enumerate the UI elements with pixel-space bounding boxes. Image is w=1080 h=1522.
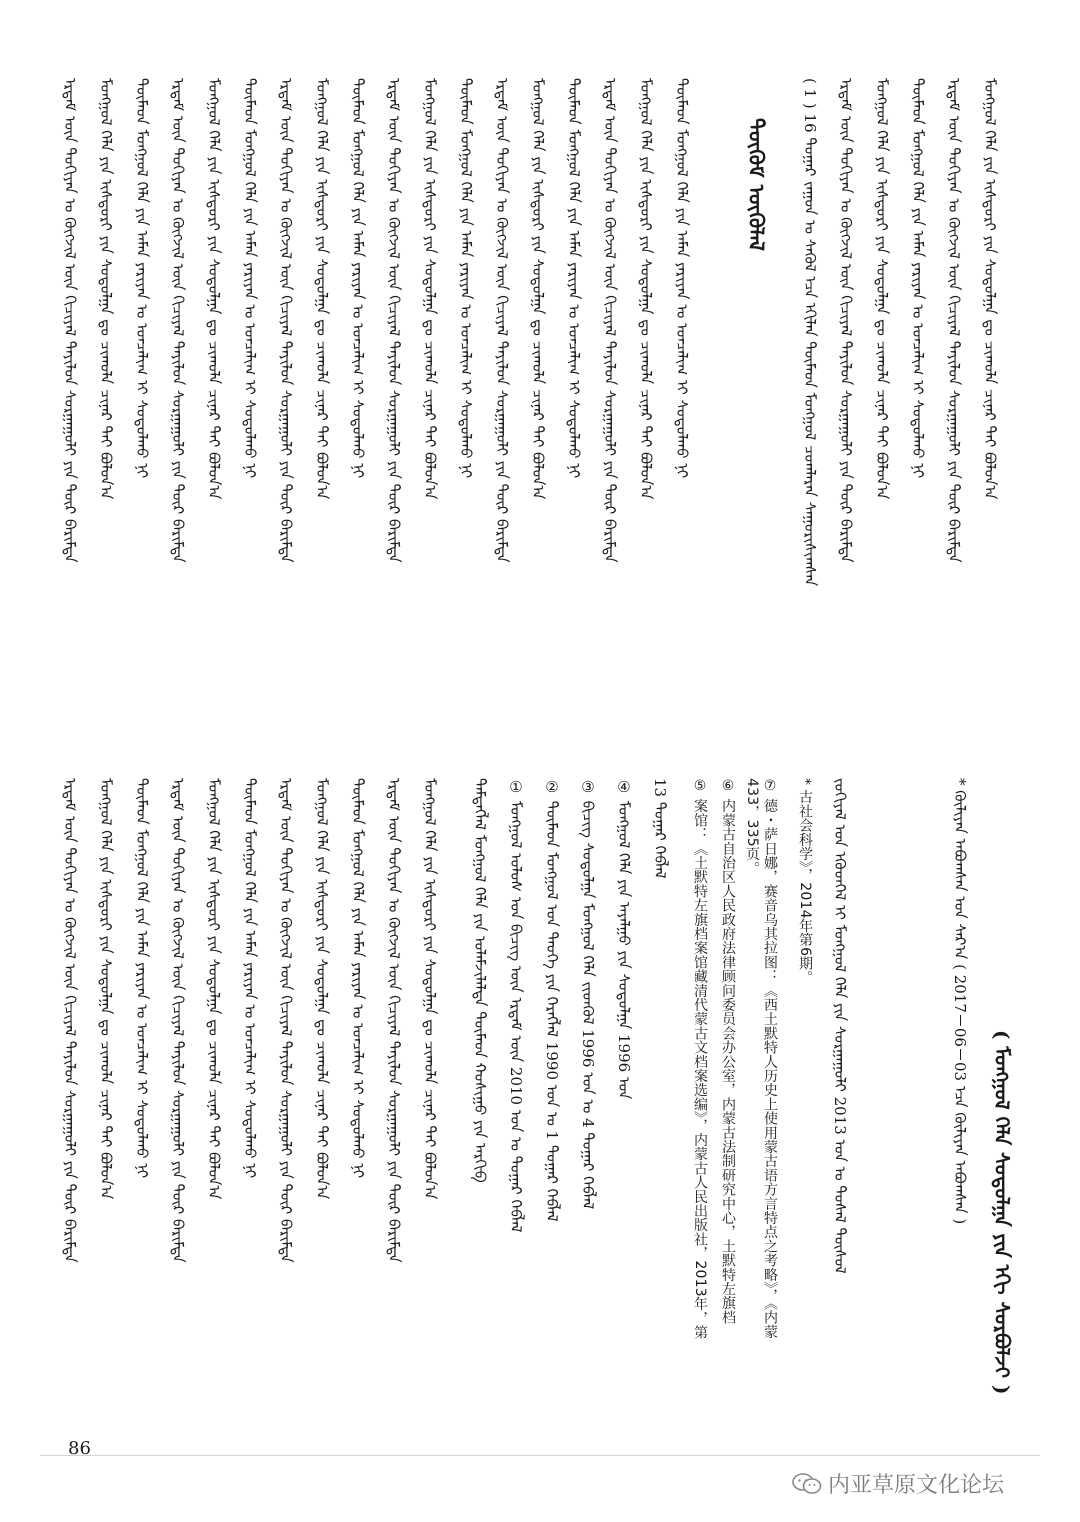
body-column: ᠡᠷᠳᠡᠮ ᠦᠨ ᠲᠣᠭᠢᠶᠠᠨ ᠤ ᠬᠥᠭᠵᠢᠯ ᠦᠨ ᠬᠢᠴᠢᠶᠡᠯ ᠲᠡᠶᠢᠯᠦᠨ ᠰᠤᠷᠭᠠᠭᠤᠯᠢ ᠶᠢᠨ ᠲᠦᠷ ᠪᠠᠷᠢᠮᠲᠠ [493,78,511,563]
body-column: ᠮᠣᠩᠭᠣᠯ ᠬᠡᠯᠡ ᠶᠢᠨ ᠢᠰᠲᠣᠷᠢ ᠶᠢᠨ ᠰᠤᠳᠤᠯᠭᠠ ᠳᠤ ᠴᠢᠬᠤᠯᠠ ᠴᠢᠨᠠᠷ ᠲᠠᠶ ᠪᠣᠯᠤᠨ᠎ᠠ [421,778,439,1200]
note-line: ᠲᠡᠮᠳᠡᠭᠯᠡᠯ ᠮᠣᠩᠭᠣᠯ ᠬᠡᠯᠡ ᠶᠢᠨ ᠤᠯᠠᠮᠵᠢᠯᠠᠯᠲᠠ ᠲᠦᠮᠡᠳ ᠬᠣᠰᠢᠭᠤ ᠶᠢᠨ ᠠᠷᠬᠢᠪ [471,778,489,1183]
body-column: ᠲᠦᠮᠡᠳ ᠮᠣᠩᠭᠣᠯ ᠬᠡᠯᠡ ᠶᠢᠨ ᠠᠮᠠᠨ ᠶᠠᠷᠢᠶᠠᠨ ᠤ ᠣᠨᠴᠠᠯᠢᠭ ᠢ ᠰᠤᠳᠤᠯᠬᠤ ᠨᠢ [133,778,151,1179]
note-line: 13 ᠳᠤᠭᠠᠷ ᠬᠡᠪᠯᠡᠯ [651,778,669,879]
top-note: ᠵᠣᠬᠢᠶᠠᠯ ᠤᠨ ᠡᠭᠦᠳᠬᠡᠯ ᠢ ᠮᠣᠩᠭᠣᠯ ᠬᠡᠯᠡ ᠶᠢᠨ ᠰᠤᠷᠭᠠᠭᠤᠯᠢ 2013 ᠣᠨ ᠤ ᠲᠤᠰᠠᠯ ᠲᠥᠰᠥᠯ [831,778,849,1274]
wechat-icon [792,1473,822,1495]
body-column: ᠡᠷᠳᠡᠮ ᠦᠨ ᠲᠣᠭᠢᠶᠠᠨ ᠤ ᠬᠥᠭᠵᠢᠯ ᠦᠨ ᠬᠢᠴᠢᠶᠡᠯ ᠲᠡᠶᠢᠯᠦᠨ ᠰᠤᠷᠭᠠᠭᠤᠯᠢ ᠶᠢᠨ ᠲᠦᠷ ᠪᠠᠷᠢᠮᠲᠠ [61,78,79,563]
body-column: ᠮᠣᠩᠭᠣᠯ ᠬᠡᠯᠡ ᠶᠢᠨ ᠢᠰᠲᠣᠷᠢ ᠶᠢᠨ ᠰᠤᠳᠤᠯᠭᠠ ᠳᠤ ᠴᠢᠬᠤᠯᠠ ᠴᠢᠨᠠᠷ ᠲᠠᠶ ᠪᠣᠯᠤᠨ᠎ᠠ [97,778,115,1200]
body-column: ( 1 ) 16 ᠳᠤᠭᠠᠷ ᠵᠠᠭᠤᠨ ᠤ ᠰᠡᠭᠦᠯ ᠡᠴᠡ ᠡᠬᠢᠯᠡᠨ ᠲᠦᠮᠡᠳ ᠮᠣᠩᠭᠣᠯ ᠴᠤᠭᠯᠠᠷᠠᠨ ᠰᠠᠭᠤᠷᠢᠰᠢᠭᠰᠠᠨ [801,78,819,587]
body-column: ᠡᠷᠳᠡᠮ ᠦᠨ ᠲᠣᠭᠢᠶᠠᠨ ᠤ ᠬᠥᠭᠵᠢᠯ ᠦᠨ ᠬᠢᠴᠢᠶᠡᠯ ᠲᠡᠶᠢᠯᠦᠨ ᠰᠤᠷᠭᠠᠭᠤᠯᠢ ᠶᠢᠨ ᠲᠦᠷ ᠪᠠᠷᠢᠮᠲᠠ [385,78,403,563]
body-column: ᠲᠦᠮᠡᠳ ᠮᠣᠩᠭᠣᠯ ᠬᠡᠯᠡ ᠶᠢᠨ ᠠᠮᠠᠨ ᠶᠠᠷᠢᠶᠠᠨ ᠤ ᠣᠨᠴᠠᠯᠢᠭ ᠢ ᠰᠤᠳᠤᠯᠬᠤ ᠨᠢ [241,78,259,479]
body-column: ᠲᠦᠮᠡᠳ ᠮᠣᠩᠭᠣᠯ ᠬᠡᠯᠡ ᠶᠢᠨ ᠠᠮᠠᠨ ᠶᠠᠷᠢᠶᠠᠨ ᠤ ᠣᠨᠴᠠᠯᠢᠭ ᠢ ᠰᠤᠳᠤᠯᠬᠤ ᠨᠢ [909,78,927,479]
body-column: ᠲᠦᠮᠡᠳ ᠮᠣᠩᠭᠣᠯ ᠬᠡᠯᠡ ᠶᠢᠨ ᠠᠮᠠᠨ ᠶᠠᠷᠢᠶᠠᠨ ᠤ ᠣᠨᠴᠠᠯᠢᠭ ᠢ ᠰᠤᠳᠤᠯᠬᠤ ᠨᠢ [349,778,367,1179]
body-column: ᠡᠷᠳᠡᠮ ᠦᠨ ᠲᠣᠭᠢᠶᠠᠨ ᠤ ᠬᠥᠭᠵᠢᠯ ᠦᠨ ᠬᠢᠴᠢᠶᠡᠯ ᠲᠡᠶᠢᠯᠦᠨ ᠰᠤᠷᠭᠠᠭᠤᠯᠢ ᠶᠢᠨ ᠲᠦᠷ ᠪᠠᠷᠢᠮᠲᠠ [277,778,295,1263]
body-column: ᠮᠣᠩᠭᠣᠯ ᠬᠡᠯᠡ ᠶᠢᠨ ᠢᠰᠲᠣᠷᠢ ᠶᠢᠨ ᠰᠤᠳᠤᠯᠭᠠ ᠳᠤ ᠴᠢᠬᠤᠯᠠ ᠴᠢᠨᠠᠷ ᠲᠠᠶ ᠪᠣᠯᠤᠨ᠎ᠠ [205,778,223,1200]
page-number: 86 [68,1438,91,1459]
body-column: ᠡᠷᠳᠡᠮ ᠦᠨ ᠲᠣᠭᠢᠶᠠᠨ ᠤ ᠬᠥᠭᠵᠢᠯ ᠦᠨ ᠬᠢᠴᠢᠶᠡᠯ ᠲᠡᠶᠢᠯᠦᠨ ᠰᠤᠷᠭᠠᠭᠤᠯᠢ ᠶᠢᠨ ᠲᠦᠷ ᠪᠠᠷᠢᠮᠲᠠ [277,78,295,563]
body-column: ᠲᠦᠮᠡᠳ ᠮᠣᠩᠭᠣᠯ ᠬᠡᠯᠡ ᠶᠢᠨ ᠠᠮᠠᠨ ᠶᠠᠷᠢᠶᠠᠨ ᠤ ᠣᠨᠴᠠᠯᠢᠭ ᠢ ᠰᠤᠳᠤᠯᠬᠤ ᠨᠢ [241,778,259,1179]
body-column: ᠲᠦᠮᠡᠳ ᠮᠣᠩᠭᠣᠯ ᠬᠡᠯᠡ ᠶᠢᠨ ᠠᠮᠠᠨ ᠶᠠᠷᠢᠶᠠᠨ ᠤ ᠣᠨᠴᠠᠯᠢᠭ ᠢ ᠰᠤᠳᠤᠯᠬᠤ ᠨᠢ [457,78,475,479]
body-column: ᠲᠦᠮᠡᠳ ᠮᠣᠩᠭᠣᠯ ᠬᠡᠯᠡ ᠶᠢᠨ ᠠᠮᠠᠨ ᠶᠠᠷᠢᠶᠠᠨ ᠤ ᠣᠨᠴᠠᠯᠢᠭ ᠢ ᠰᠤᠳᠤᠯᠬᠤ ᠨᠢ [349,78,367,479]
top-note: * ᠬᠦᠯᠢᠶᠡᠨ ᠠᠪᠤᠭᠰᠠᠨ ᠣᠨ ᠰᠠᠷ᠎ᠠ ( 2017－06－03 ᠡᠴᠡ ᠬᠦᠯᠢᠶᠡᠨ ᠠᠪᠤᠭᠰᠠᠨ ) [951,778,969,1225]
body-column: ᠮᠣᠩᠭᠣᠯ ᠬᠡᠯᠡ ᠶᠢᠨ ᠢᠰᠲᠣᠷᠢ ᠶᠢᠨ ᠰᠤᠳᠤᠯᠭᠠ ᠳᠤ ᠴᠢᠬᠤᠯᠠ ᠴᠢᠨᠠᠷ ᠲᠠᠶ ᠪᠣᠯᠤᠨ᠎ᠠ [313,778,331,1200]
body-column: ᠡᠷᠳᠡᠮ ᠦᠨ ᠲᠣᠭᠢᠶᠠᠨ ᠤ ᠬᠥᠭᠵᠢᠯ ᠦᠨ ᠬᠢᠴᠢᠶᠡᠯ ᠲᠡᠶᠢᠯᠦᠨ ᠰᠤᠷᠭᠠᠭᠤᠯᠢ ᠶᠢᠨ ᠲᠦᠷ ᠪᠠᠷᠢᠮᠲᠠ [169,78,187,563]
watermark [792,1468,1004,1499]
section-heading: ᠳᠦᠭᠦᠮ ᠥᠭᠦᠯᠡᠯ [744,118,769,251]
body-column: ᠮᠣᠩᠭᠣᠯ ᠬᠡᠯᠡ ᠶᠢᠨ ᠢᠰᠲᠣᠷᠢ ᠶᠢᠨ ᠰᠤᠳᠤᠯᠭᠠ ᠳᠤ ᠴᠢᠬᠤᠯᠠ ᠴᠢᠨᠠᠷ ᠲᠠᠶ ᠪᠣᠯᠤᠨ᠎ᠠ [97,78,115,500]
body-column: ᠮᠣᠩᠭᠣᠯ ᠬᠡᠯᠡ ᠶᠢᠨ ᠢᠰᠲᠣᠷᠢ ᠶᠢᠨ ᠰᠤᠳᠤᠯᠭᠠ ᠳᠤ ᠴᠢᠬᠤᠯᠠ ᠴᠢᠨᠠᠷ ᠲᠠᠶ ᠪᠣᠯᠤᠨ᠎ᠠ [313,78,331,500]
body-column: ᠲᠦᠮᠡᠳ ᠮᠣᠩᠭᠣᠯ ᠬᠡᠯᠡ ᠶᠢᠨ ᠠᠮᠠᠨ ᠶᠠᠷᠢᠶᠠᠨ ᠤ ᠣᠨᠴᠠᠯᠢᠭ ᠢ ᠰᠤᠳᠤᠯᠬᠤ ᠨᠢ [565,78,583,479]
body-column: ᠡᠷᠳᠡᠮ ᠦᠨ ᠲᠣᠭᠢᠶᠠᠨ ᠤ ᠬᠥᠭᠵᠢᠯ ᠦᠨ ᠬᠢᠴᠢᠶᠡᠯ ᠲᠡᠶᠢᠯᠦᠨ ᠰᠤᠷᠭᠠᠭᠤᠯᠢ ᠶᠢᠨ ᠲᠦᠷ ᠪᠠᠷᠢᠮᠲᠠ [169,778,187,1263]
body-column: ᠡᠷᠳᠡᠮ ᠦᠨ ᠲᠣᠭᠢᠶᠠᠨ ᠤ ᠬᠥᠭᠵᠢᠯ ᠦᠨ ᠬᠢᠴᠢᠶᠡᠯ ᠲᠡᠶᠢᠯᠦᠨ ᠰᠤᠷᠭᠠᠭᠤᠯᠢ ᠶᠢᠨ ᠲᠦᠷ ᠪᠠᠷᠢᠮᠲᠠ [837,78,855,563]
footnote-line: ⑦ 德・萨日娜，赛音乌其拉图：《西土默特人历史上使用蒙古语方言特点之考略》，《内蒙 [762,778,778,1339]
footnote-line: ⑥ 内蒙古自治区人民政府法律顾问委员会办公室，内蒙古法制研究中心，土默特左旗档 [720,778,736,1325]
footnote-line: ⑤ 案馆：《土默特左旗档案馆藏清代蒙古文档案选编》，内蒙古人民出版社，2013年，第 [692,778,708,1340]
body-column: ᠲᠦᠮᠡᠳ ᠮᠣᠩᠭᠣᠯ ᠬᠡᠯᠡ ᠶᠢᠨ ᠠᠮᠠᠨ ᠶᠠᠷᠢᠶᠠᠨ ᠤ ᠣᠨᠴᠠᠯᠢᠭ ᠢ ᠰᠤᠳᠤᠯᠬᠤ ᠨᠢ [673,78,691,479]
body-column: ᠮᠣᠩᠭᠣᠯ ᠬᠡᠯᠡ ᠶᠢᠨ ᠢᠰᠲᠣᠷᠢ ᠶᠢᠨ ᠰᠤᠳᠤᠯᠭᠠ ᠳᠤ ᠴᠢᠬᠤᠯᠠ ᠴᠢᠨᠠᠷ ᠲᠠᠶ ᠪᠣᠯᠤᠨ᠎ᠠ [873,78,891,500]
running-title: ( ᠮᠣᠩᠭᠣᠯ ᠬᠡᠯᠡ ᠰᠤᠳᠤᠯᠭᠠ ᠶᠢᠨ ᠡᠬᠢ ᠰᠤᠷᠪᠤᠯᠵᠢ ) [990,1030,1014,1395]
body-column: ᠮᠣᠩᠭᠣᠯ ᠬᠡᠯᠡ ᠶᠢᠨ ᠢᠰᠲᠣᠷᠢ ᠶᠢᠨ ᠰᠤᠳᠤᠯᠭᠠ ᠳᠤ ᠴᠢᠬᠤᠯᠠ ᠴᠢᠨᠠᠷ ᠲᠠᠶ ᠪᠣᠯᠤᠨ᠎ᠠ [637,78,655,500]
note-line: ① ᠮᠣᠩᠭᠣᠯ ᠤᠯᠤᠰ ᠤᠨ ᠪᠢᠴᠢᠭ ᠦᠨ ᠡᠷᠳᠡᠮ ᠦᠨ 2010 ᠣᠨ ᠤ ᠳᠤᠭᠠᠷ ᠬᠡᠪᠯᠡᠯ [507,778,525,1233]
body-column: ᠡᠷᠳᠡᠮ ᠦᠨ ᠲᠣᠭᠢᠶᠠᠨ ᠤ ᠬᠥᠭᠵᠢᠯ ᠦᠨ ᠬᠢᠴᠢᠶᠡᠯ ᠲᠡᠶᠢᠯᠦᠨ ᠰᠤᠷᠭᠠᠭᠤᠯᠢ ᠶᠢᠨ ᠲᠦᠷ ᠪᠠᠷᠢᠮᠲᠠ [61,778,79,1263]
body-column: ᠡᠷᠳᠡᠮ ᠦᠨ ᠲᠣᠭᠢᠶᠠᠨ ᠤ ᠬᠥᠭᠵᠢᠯ ᠦᠨ ᠬᠢᠴᠢᠶᠡᠯ ᠲᠡᠶᠢᠯᠦᠨ ᠰᠤᠷᠭᠠᠭᠤᠯᠢ ᠶᠢᠨ ᠲᠦᠷ ᠪᠠᠷᠢᠮᠲᠠ [385,778,403,1263]
body-column: ᠲᠦᠮᠡᠳ ᠮᠣᠩᠭᠣᠯ ᠬᠡᠯᠡ ᠶᠢᠨ ᠠᠮᠠᠨ ᠶᠠᠷᠢᠶᠠᠨ ᠤ ᠣᠨᠴᠠᠯᠢᠭ ᠢ ᠰᠤᠳᠤᠯᠬᠤ ᠨᠢ [133,78,151,479]
body-column: ᠮᠣᠩᠭᠣᠯ ᠬᠡᠯᠡ ᠶᠢᠨ ᠢᠰᠲᠣᠷᠢ ᠶᠢᠨ ᠰᠤᠳᠤᠯᠭᠠ ᠳᠤ ᠴᠢᠬᠤᠯᠠ ᠴᠢᠨᠠᠷ ᠲᠠᠶ ᠪᠣᠯᠤᠨ᠎ᠠ [421,78,439,500]
body-column: ᠡᠷᠳᠡᠮ ᠦᠨ ᠲᠣᠭᠢᠶᠠᠨ ᠤ ᠬᠥᠭᠵᠢᠯ ᠦᠨ ᠬᠢᠴᠢᠶᠡᠯ ᠲᠡᠶᠢᠯᠦᠨ ᠰᠤᠷᠭᠠᠭᠤᠯᠢ ᠶᠢᠨ ᠲᠦᠷ ᠪᠠᠷᠢᠮᠲᠠ [601,78,619,563]
watermark-text: 内亚草原文化论坛 [828,1473,1005,1498]
body-column: ᠮᠣᠩᠭᠣᠯ ᠬᠡᠯᠡ ᠶᠢᠨ ᠢᠰᠲᠣᠷᠢ ᠶᠢᠨ ᠰᠤᠳᠤᠯᠭᠠ ᠳᠤ ᠴᠢᠬᠤᠯᠠ ᠴᠢᠨᠠᠷ ᠲᠠᠶ ᠪᠣᠯᠤᠨ᠎ᠠ [529,78,547,500]
note-line: ③ ᠪᠢᠴᠢᠭ ᠰᠤᠳᠤᠯᠭᠠ ᠮᠣᠩᠭᠣᠯ ᠬᠡᠯᠡ ᠵᠢᠳᠬᠦᠯ 1996 ᠣᠨ ᠤ 4 ᠳᠤᠭᠠᠷ ᠬᠡᠪᠯᠡᠯ [579,778,597,1210]
body-column: ᠮᠣᠩᠭᠣᠯ ᠬᠡᠯᠡ ᠶᠢᠨ ᠢᠰᠲᠣᠷᠢ ᠶᠢᠨ ᠰᠤᠳᠤᠯᠭᠠ ᠳᠤ ᠴᠢᠬᠤᠯᠠ ᠴᠢᠨᠠᠷ ᠲᠠᠶ ᠪᠣᠯᠤᠨ᠎ᠠ [205,78,223,500]
note-line: ④ ᠮᠣᠩᠭᠣᠯ ᠬᠡᠯᠡ ᠶᠢᠨ ᠠᠶᠠᠯᠭᠤ ᠶᠢᠨ ᠰᠤᠳᠤᠯᠭᠠ 1996 ᠣᠨ [615,778,633,1100]
footnote-line: 433，335页。 [744,778,760,876]
body-column: ᠡᠷᠳᠡᠮ ᠦᠨ ᠲᠣᠭᠢᠶᠠᠨ ᠤ ᠬᠥᠭᠵᠢᠯ ᠦᠨ ᠬᠢᠴᠢᠶᠡᠯ ᠲᠡᠶᠢᠯᠦᠨ ᠰᠤᠷᠭᠠᠭᠤᠯᠢ ᠶᠢᠨ ᠲᠦᠷ ᠪᠠᠷᠢᠮᠲᠠ [945,78,963,563]
footer-divider [40,1455,1040,1456]
body-column: ᠮᠣᠩᠭᠣᠯ ᠬᠡᠯᠡ ᠶᠢᠨ ᠢᠰᠲᠣᠷᠢ ᠶᠢᠨ ᠰᠤᠳᠤᠯᠭᠠ ᠳᠤ ᠴᠢᠬᠤᠯᠠ ᠴᠢᠨᠠᠷ ᠲᠠᠶ ᠪᠣᠯᠤᠨ᠎ᠠ [981,78,999,500]
footnote-line: * 古社会科学》，2014年第6期。 [797,778,813,985]
note-line: ② ᠲᠦᠮᠡᠳ ᠮᠣᠩᠭᠣᠯ ᠤᠨ ᠲᠡᠦᠬᠡ ᠶᠢᠨ ᠬᠡᠷᠡᠭᠯᠡᠯ 1990 ᠣᠨ ᠤ 1 ᠳᠤᠭᠠᠷ ᠬᠡᠪᠯᠡᠯ [543,778,561,1222]
